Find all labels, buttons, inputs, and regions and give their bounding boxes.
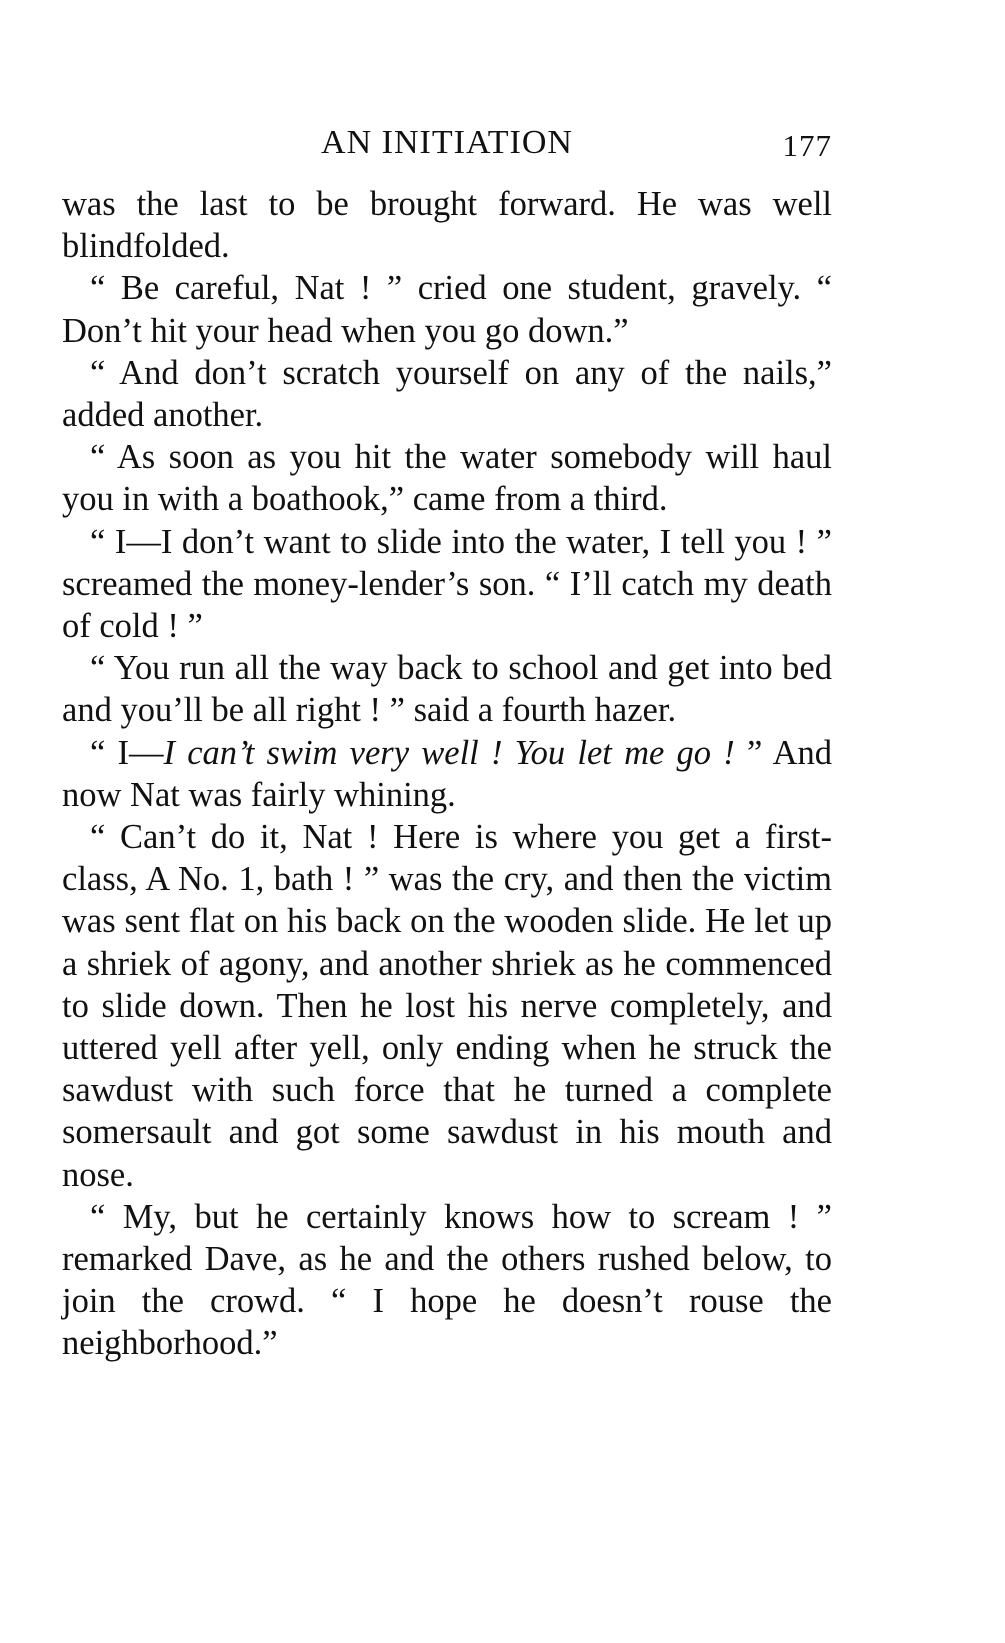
body-text bbox=[62, 183, 832, 1365]
paragraph bbox=[62, 647, 832, 731]
paragraph bbox=[62, 352, 832, 436]
page-number: 177 bbox=[782, 128, 832, 163]
paragraph-text: “ As soon as you hit the water somebody will haul you in with a boathook,” came from a third. bbox=[62, 438, 832, 519]
paragraph-text: ” And now Nat was fairly whining. bbox=[62, 733, 833, 814]
paragraph bbox=[62, 732, 832, 816]
paragraph bbox=[62, 1196, 832, 1365]
paragraph bbox=[62, 521, 832, 648]
italic-text: I can’t swim very well ! You let me go ! bbox=[163, 733, 735, 772]
paragraph-text: “ I— bbox=[90, 733, 164, 772]
paragraph bbox=[62, 816, 832, 1196]
paragraph-text: “ You run all the way back to school and get into bed and you’ll be all right ! ” said a fourth hazer. bbox=[62, 649, 832, 730]
paragraph-text: “ Can’t do it, Nat ! Here is where you get a first-class, A No. 1, bath ! ” was the cry, and then the victim was sent flat on his back on the wooden slide. He let up a shriek of agony, and another shriek as he commenced to slide down. Then he lost his nerve completely, and uttered yell after yell, only ending when he struck the sawdust with such force that he turned a complete somersault and got some sawdust in his mouth and nose. bbox=[62, 818, 832, 1194]
paragraph-text: was the last to be brought forward. He was well blindfolded. bbox=[62, 185, 832, 266]
paragraph-text: “ I—I don’t want to slide into the water, I tell you ! ” screamed the money-lender’s son. “ I’ll catch my death of cold ! ” bbox=[62, 522, 832, 646]
paragraph bbox=[62, 436, 832, 520]
paragraph-text: “ My, but he certainly knows how to scream ! ” remarked Dave, as he and the others rushed below, to join the crowd. “ I hope he doesn’t rouse the neighborhood.” bbox=[62, 1197, 832, 1363]
paragraph-text: “ Be careful, Nat ! ” cried one student, gravely. “ Don’t hit your head when you go down.” bbox=[62, 269, 832, 350]
paragraph bbox=[62, 267, 832, 351]
paragraph bbox=[62, 183, 832, 267]
running-title: AN INITIATION bbox=[321, 124, 573, 161]
paragraph-text: “ And don’t scratch yourself on any of the nails,” added another. bbox=[62, 353, 832, 435]
running-head bbox=[62, 124, 832, 168]
